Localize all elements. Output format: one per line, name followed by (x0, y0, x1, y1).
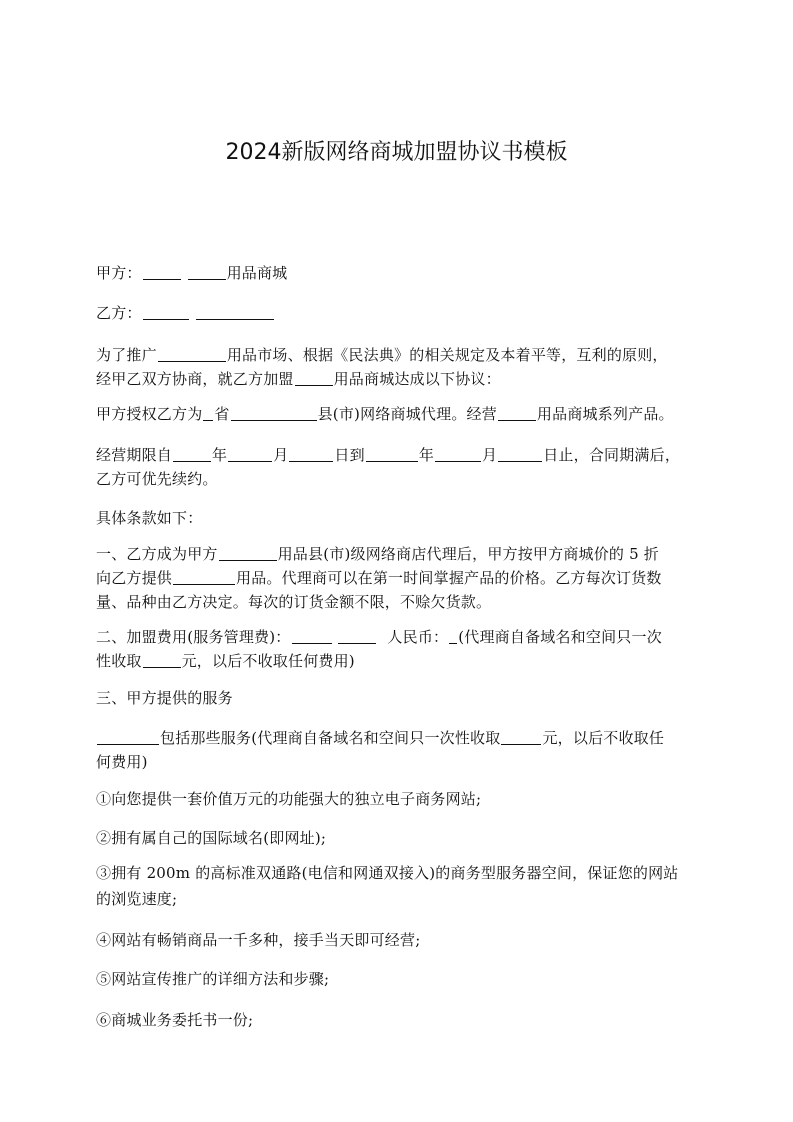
terms-heading: 具体条款如下： (96, 509, 203, 527)
blank-field (435, 445, 481, 462)
intro-text: 经甲乙双方协商，就乙方加盟 (96, 370, 294, 388)
blank-field (203, 404, 213, 421)
service-item: ④网站有畅销商品一千多种，接手当天即可经营; (96, 931, 421, 949)
auth-text: 省 (214, 405, 230, 423)
intro-text: 为了推广 (96, 346, 157, 364)
blank-field (173, 445, 211, 462)
term-text: 乙方可优先续约。 (96, 470, 218, 488)
auth-text: 甲方授权乙方为 (96, 405, 203, 423)
clause-text: 元，以后不收取任何费用) (181, 652, 355, 670)
term-text: 日止，合同期满后， (543, 446, 681, 464)
party-b-line (96, 301, 701, 325)
blank-field (295, 369, 333, 386)
term-text: 年 (212, 446, 228, 464)
blank-field (231, 404, 317, 421)
service-item: ③拥有 200m 的高标准双通路(电信和网通双接入)的商务型服务器空间，保证您的网站 (96, 864, 679, 882)
clause-3-heading: 三、甲方提供的服务 (96, 689, 233, 707)
party-a-suffix: 用品商城 (226, 264, 288, 282)
blank-field (188, 263, 226, 280)
services-text: 包括那些服务(代理商自备域名和空间只一次性收取 (160, 729, 501, 747)
term-text: 月 (482, 446, 498, 464)
blank-field (338, 627, 376, 644)
party-a-line (96, 261, 701, 285)
blank-field (143, 651, 181, 668)
term-text: 日到 (334, 446, 365, 464)
services-text: 何费用) (96, 753, 148, 771)
blank-field (289, 445, 333, 462)
services-text: 元，以后不收取任 (542, 729, 665, 747)
blank-field (196, 303, 274, 320)
blank-field (219, 544, 277, 561)
clause-text: 向乙方提供 (96, 569, 173, 587)
blank-field (97, 728, 159, 745)
blank-field (501, 728, 541, 745)
clause-text: 量、品种由乙方决定。每次的订货金额不限，不赊欠货款。 (96, 593, 492, 611)
document-title: 2024新版网络商城加盟协议书模板 (225, 140, 568, 165)
clause-text: 用品。代理商可以在第一时间掌握产品的价格。乙方每次订货数 (236, 569, 662, 587)
intro-paragraph (96, 343, 701, 391)
auth-text: 县(市)网络商城代理。经营 (317, 405, 497, 423)
service-item: ⑤网站宣传推广的详细方法和步骤; (96, 970, 330, 988)
blank-field (498, 404, 536, 421)
clause-text: 一、乙方成为甲方 (96, 545, 218, 563)
blank-field (158, 345, 226, 362)
blank-field (449, 627, 457, 644)
clause-text: 人民币： (387, 628, 449, 646)
term-paragraph (96, 443, 701, 491)
intro-text: 用品市场、根据《民法典》的相关规定及本着平等，互利的原则， (226, 346, 668, 364)
party-a-label: 甲方： (96, 264, 142, 282)
clause-text: 用品县(市)级网络商店代理后，甲方按甲方商城价的 5 折 (277, 545, 659, 563)
service-item: 的浏览速度; (96, 890, 178, 908)
clause-text: 性收取 (96, 652, 142, 670)
service-item: ⑥商城业务委托书一份; (96, 1011, 254, 1029)
blank-field (173, 568, 235, 585)
term-text: 经营期限自 (96, 446, 173, 464)
blank-field (143, 303, 189, 320)
auth-text: 用品商城系列产品。 (536, 405, 674, 423)
service-item: ②拥有属自己的国际域名(即网址); (96, 829, 327, 847)
services-intro (96, 726, 701, 774)
blank-field (143, 263, 181, 280)
authorization-line (96, 402, 701, 426)
blank-field (366, 445, 418, 462)
party-b-label: 乙方： (96, 304, 142, 322)
blank-field (292, 627, 332, 644)
term-text: 年 (418, 446, 435, 464)
blank-field (228, 445, 272, 462)
service-item: ①向您提供一套价值万元的功能强大的独立电子商务网站; (96, 790, 482, 808)
blank-field (498, 445, 542, 462)
intro-text: 用品商城达成以下协议： (333, 370, 501, 388)
clause-text: (代理商自备域名和空间只一次 (458, 628, 662, 646)
term-text: 月 (273, 446, 289, 464)
clause-text: 二、加盟费用(服务管理费)： (96, 628, 291, 646)
clause-2 (96, 625, 701, 673)
clause-1 (96, 542, 701, 614)
